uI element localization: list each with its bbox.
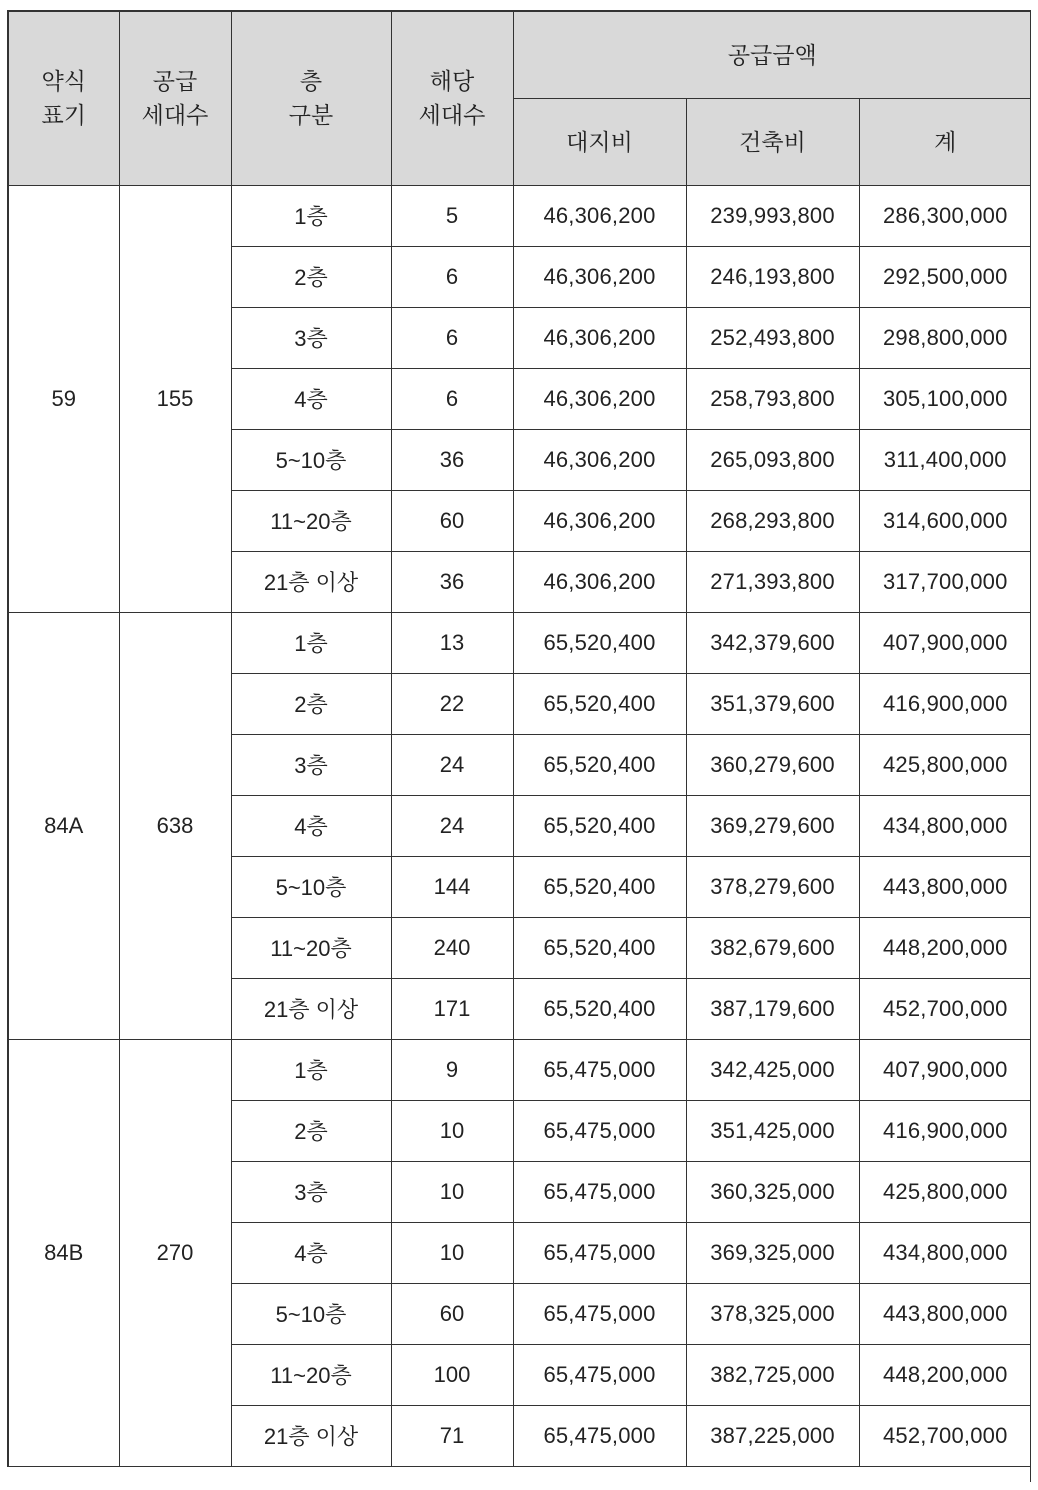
cell-building: 258,793,800 [686,368,859,429]
cell-building: 369,279,600 [686,795,859,856]
cell-supply-units: 155 [119,185,231,612]
cell-units: 22 [391,673,513,734]
cell-building: 378,325,000 [686,1283,859,1344]
cell-units: 36 [391,551,513,612]
cell-land: 46,306,200 [513,551,686,612]
cell-land: 65,520,400 [513,734,686,795]
cell-floor: 4층 [231,368,391,429]
cell-building: 265,093,800 [686,429,859,490]
cell-building: 382,679,600 [686,917,859,978]
cell-total: 443,800,000 [859,1283,1031,1344]
cell-floor: 5~10층 [231,856,391,917]
table-body [8,185,1031,1466]
cell-building: 369,325,000 [686,1222,859,1283]
header-price-group: 공급금액 [513,11,1031,98]
cell-units: 60 [391,1283,513,1344]
cell-building: 360,279,600 [686,734,859,795]
cell-units: 144 [391,856,513,917]
cell-units: 240 [391,917,513,978]
header-building: 건축비 [686,98,859,185]
cell-building: 342,425,000 [686,1039,859,1100]
table-row [8,612,1031,673]
cell-total: 314,600,000 [859,490,1031,551]
cell-floor: 3층 [231,307,391,368]
cell-supply-units: 270 [119,1039,231,1466]
cell-units: 10 [391,1222,513,1283]
cell-land: 65,475,000 [513,1222,686,1283]
cell-total: 425,800,000 [859,1161,1031,1222]
cell-units: 60 [391,490,513,551]
cell-land: 46,306,200 [513,490,686,551]
cell-total: 448,200,000 [859,917,1031,978]
cell-land: 65,475,000 [513,1344,686,1405]
cell-building: 239,993,800 [686,185,859,246]
cell-total: 434,800,000 [859,1222,1031,1283]
cell-land: 65,475,000 [513,1283,686,1344]
cell-building: 351,379,600 [686,673,859,734]
cell-floor: 21층 이상 [231,978,391,1039]
header-total: 계 [859,98,1031,185]
cell-floor: 21층 이상 [231,551,391,612]
cell-units: 171 [391,978,513,1039]
cell-units: 13 [391,612,513,673]
cell-floor: 2층 [231,673,391,734]
header-land: 대지비 [513,98,686,185]
cell-total: 407,900,000 [859,1039,1031,1100]
cell-building: 360,325,000 [686,1161,859,1222]
cell-units: 24 [391,734,513,795]
table-row [8,1039,1031,1100]
cell-building: 342,379,600 [686,612,859,673]
cell-total: 317,700,000 [859,551,1031,612]
cell-units: 71 [391,1405,513,1466]
cell-total: 407,900,000 [859,612,1031,673]
cell-land: 65,475,000 [513,1100,686,1161]
cell-land: 46,306,200 [513,368,686,429]
cell-floor: 4층 [231,795,391,856]
cell-total: 305,100,000 [859,368,1031,429]
table-right-edge [1030,10,1038,1482]
cell-land: 65,520,400 [513,612,686,673]
cell-total: 311,400,000 [859,429,1031,490]
cell-units: 9 [391,1039,513,1100]
cell-units: 6 [391,246,513,307]
cell-supply-units: 638 [119,612,231,1039]
cell-land: 46,306,200 [513,185,686,246]
cell-total: 452,700,000 [859,1405,1031,1466]
cell-total: 448,200,000 [859,1344,1031,1405]
cell-land: 65,520,400 [513,917,686,978]
cell-floor: 21층 이상 [231,1405,391,1466]
cell-units: 6 [391,307,513,368]
cell-type: 84A [8,612,119,1039]
cell-total: 286,300,000 [859,185,1031,246]
cell-units: 10 [391,1100,513,1161]
header-supply-units: 공급 세대수 [119,11,231,185]
cell-floor: 1층 [231,1039,391,1100]
cell-floor: 1층 [231,185,391,246]
cell-total: 443,800,000 [859,856,1031,917]
cell-total: 452,700,000 [859,978,1031,1039]
cell-total: 292,500,000 [859,246,1031,307]
cell-land: 65,475,000 [513,1161,686,1222]
cell-floor: 5~10층 [231,1283,391,1344]
cell-land: 65,520,400 [513,795,686,856]
header-type: 약식 표기 [8,11,119,185]
cell-building: 271,393,800 [686,551,859,612]
table-row [8,185,1031,246]
cell-floor: 11~20층 [231,917,391,978]
cell-land: 65,520,400 [513,856,686,917]
cell-total: 416,900,000 [859,1100,1031,1161]
cell-total: 298,800,000 [859,307,1031,368]
cell-units: 24 [391,795,513,856]
header-floor: 층 구분 [231,11,391,185]
cell-floor: 11~20층 [231,490,391,551]
cell-units: 10 [391,1161,513,1222]
cell-total: 425,800,000 [859,734,1031,795]
cell-floor: 3층 [231,734,391,795]
cell-building: 378,279,600 [686,856,859,917]
cell-building: 246,193,800 [686,246,859,307]
cell-floor: 2층 [231,1100,391,1161]
cell-land: 65,475,000 [513,1405,686,1466]
cell-land: 46,306,200 [513,429,686,490]
cell-floor: 4층 [231,1222,391,1283]
cell-building: 387,225,000 [686,1405,859,1466]
cell-units: 5 [391,185,513,246]
cell-units: 6 [391,368,513,429]
supply-price-table [7,10,1031,1467]
cell-land: 65,520,400 [513,673,686,734]
cell-building: 382,725,000 [686,1344,859,1405]
cell-total: 416,900,000 [859,673,1031,734]
cell-units: 36 [391,429,513,490]
cell-floor: 3층 [231,1161,391,1222]
cell-total: 434,800,000 [859,795,1031,856]
cell-building: 351,425,000 [686,1100,859,1161]
cell-building: 252,493,800 [686,307,859,368]
cell-type: 84B [8,1039,119,1466]
cell-floor: 2층 [231,246,391,307]
cell-building: 387,179,600 [686,978,859,1039]
cell-floor: 5~10층 [231,429,391,490]
cell-land: 65,475,000 [513,1039,686,1100]
cell-land: 46,306,200 [513,246,686,307]
cell-land: 65,520,400 [513,978,686,1039]
cell-building: 268,293,800 [686,490,859,551]
cell-land: 46,306,200 [513,307,686,368]
cell-floor: 1층 [231,612,391,673]
header-units: 해당 세대수 [391,11,513,185]
cell-floor: 11~20층 [231,1344,391,1405]
cell-type: 59 [8,185,119,612]
cell-units: 100 [391,1344,513,1405]
